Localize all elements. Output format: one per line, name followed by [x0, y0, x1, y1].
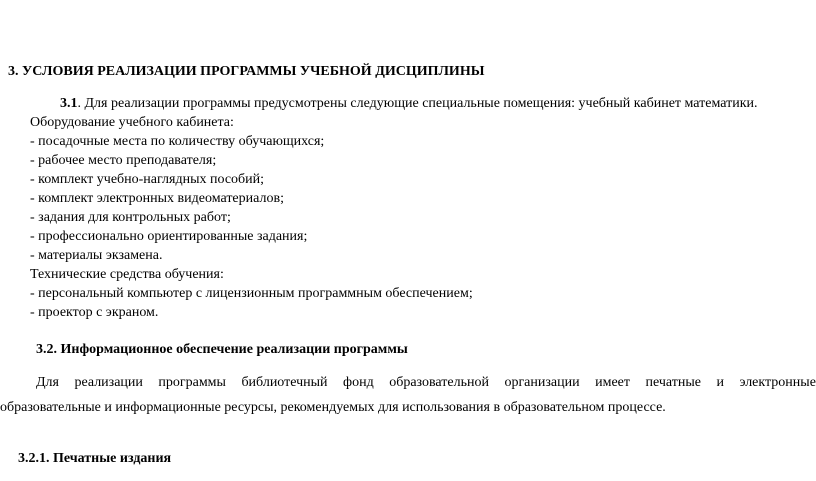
- equipment-item: - материалы экзамена.: [30, 248, 163, 263]
- section-title: 3. УСЛОВИЯ РЕАЛИЗАЦИИ ПРОГРАММЫ УЧЕБНОЙ ДИСЦИПЛИНЫ: [8, 64, 485, 79]
- equipment-item: - профессионально ориентированные задания;: [30, 229, 308, 244]
- section-3-2-paragraph-line-2: образовательные и информационные ресурсы, рекомендуемых для использования в образовательном процессе.: [0, 400, 666, 415]
- tech-heading: Технические средства обучения:: [30, 267, 224, 282]
- tech-item: - персональный компьютер с лицензионным программным обеспечением;: [30, 286, 473, 301]
- word: организации: [504, 375, 580, 390]
- paragraph-3-1-number: 3.1: [60, 96, 78, 111]
- word: Для: [36, 375, 59, 390]
- tech-item: - проектор с экраном.: [30, 305, 159, 320]
- section-3-2-title: 3.2. Информационное обеспечение реализации программы: [36, 342, 408, 357]
- paragraph-3-1-text: . Для реализации программы предусмотрены следующие специальные помещения: учебный кабинет математики.: [77, 96, 758, 111]
- section-3-2-paragraph-line-1: [36, 374, 816, 392]
- word: библиотечный: [241, 375, 328, 390]
- equipment-item: - посадочные места по количеству обучающихся;: [30, 134, 325, 149]
- equipment-item: - комплект учебно-наглядных пособий;: [30, 172, 265, 187]
- word: программы: [158, 375, 226, 390]
- equipment-item: - задания для контрольных работ;: [30, 210, 231, 225]
- section-3-2-1-title: 3.2.1. Печатные издания: [18, 451, 172, 466]
- equipment-item: - рабочее место преподавателя;: [30, 153, 217, 168]
- word: и: [716, 375, 724, 390]
- word: электронные: [739, 375, 816, 390]
- equipment-heading: Оборудование учебного кабинета:: [30, 115, 234, 130]
- paragraph-3-1: [60, 95, 758, 113]
- word: имеет: [595, 375, 630, 390]
- word: реализации: [74, 375, 143, 390]
- word: фонд: [343, 375, 374, 390]
- word: печатные: [645, 375, 701, 390]
- word: образовательной: [389, 375, 489, 390]
- equipment-item: - комплект электронных видеоматериалов;: [30, 191, 284, 206]
